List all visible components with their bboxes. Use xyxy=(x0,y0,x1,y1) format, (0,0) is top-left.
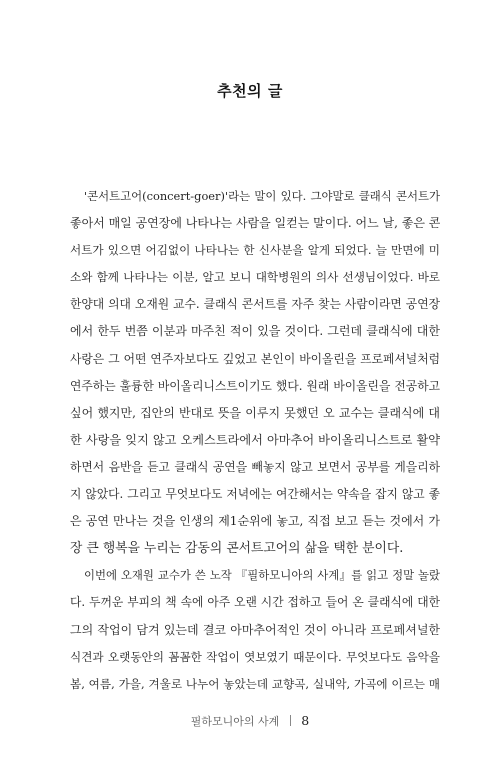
running-title: 필하모니아의 사계 xyxy=(190,715,280,728)
text-line: 그의 작업이 담겨 있는데 결코 아마추어적인 것이 아니라 프로페셔널한 xyxy=(70,622,440,637)
text-line: 사랑은 그 어떤 연주자보다도 깊었고 본인이 바이올린을 프로페셔널처럼 xyxy=(70,351,440,366)
text-line: 식견과 오랫동안의 꼼꼼한 작업이 엿보였기 때문이다. 무엇보다도 음악을 xyxy=(70,649,440,664)
text-line: 싶어 했지만, 집안의 반대로 뜻을 이루지 못했던 오 교수는 클래식에 대 xyxy=(70,405,440,420)
body-text xyxy=(70,183,440,698)
paragraph-1 xyxy=(70,183,440,562)
text-line: 은 공연 만나는 것을 인생의 제1순위에 놓고, 직접 보고 듣는 것에서 가 xyxy=(70,514,440,529)
text-line: 연주하는 훌륭한 바이올리니스트이기도 했다. 원래 바이올린을 전공하고 xyxy=(70,378,440,393)
section-title: 추천의 글 xyxy=(217,82,283,100)
text-line: 하면서 음반을 듣고 클래식 공연을 빼놓지 않고 보면서 공부를 게을리하 xyxy=(70,459,440,474)
text-line: 이번에 오재원 교수가 쓴 노작 『필하모니아의 사계』를 읽고 정말 놀랐 xyxy=(84,568,440,583)
text-line: 한 사랑을 잊지 않고 오케스트라에서 아마추어 바이올리니스트로 활약 xyxy=(70,432,440,447)
page-footer xyxy=(0,713,500,729)
text-line: 좋아서 매일 공연장에 나타나는 사람을 일컫는 말이다. 어느 날, 좋은 콘 xyxy=(70,216,440,231)
text-line: 한양대 의대 오재원 교수. 클래식 콘서트를 자주 찾는 사람이라면 공연장 xyxy=(70,297,440,312)
footer-divider xyxy=(290,715,291,726)
text-line: 봄, 여름, 가을, 겨울로 나누어 놓았는데 교향곡, 실내악, 가곡에 이르는 매 xyxy=(70,676,440,691)
text-line: 소와 함께 나타나는 이분, 알고 보니 대학병원의 의사 선생님이었다. 바로 xyxy=(70,270,440,285)
paragraph-2 xyxy=(70,562,440,697)
page-number: 8 xyxy=(301,713,310,728)
text-line: '콘서트고어(concert-goer)'라는 말이 있다. 그야말로 클래식 콘서트가 xyxy=(84,189,440,203)
text-line: 지 않았다. 그리고 무엇보다도 저녁에는 여간해서는 약속을 잡지 않고 좋 xyxy=(70,487,440,502)
text-line: 에서 한두 번쯤 이분과 마주친 적이 있을 것이다. 그런데 클래식에 대한 xyxy=(70,324,440,339)
text-line: 서트가 있으면 어김없이 나타나는 한 신사분을 알게 되었다. 늘 만면에 미 xyxy=(70,243,440,258)
text-line: 다. 두꺼운 부피의 책 속에 아주 오랜 시간 접하고 들어 온 클래식에 대한 xyxy=(70,595,440,610)
text-line: 장 큰 행복을 누리는 감동의 콘서트고어의 삶을 택한 분이다. xyxy=(70,541,404,557)
